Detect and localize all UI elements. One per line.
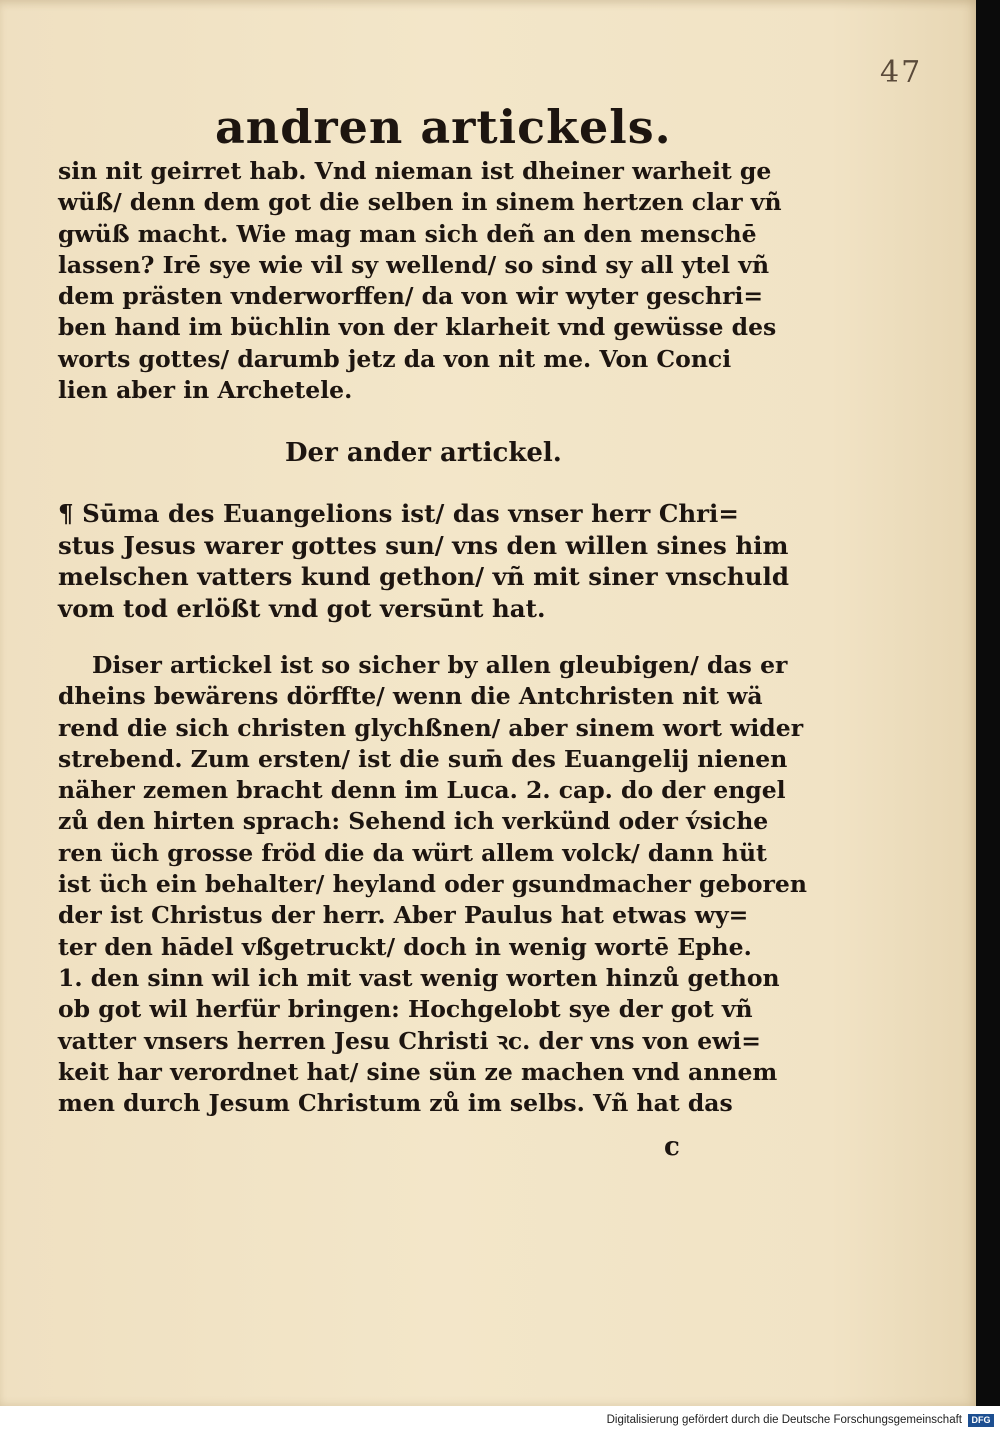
- text-line: lien aber in Archetele.: [58, 376, 353, 405]
- text-line: worts gottes/ darumb jetz da von nit me. Von Conci: [58, 344, 732, 373]
- text-line: sin nit geirret hab. Vnd nieman ist dheiner warheit ge: [58, 157, 772, 185]
- text-line: wüß/ denn dem got die selben in sinem hertzen clar vñ: [58, 188, 782, 217]
- text-line: stus Jesus warer gottes sun/ vns den willen sines him: [58, 530, 789, 560]
- paragraph-mark-icon: ¶: [58, 499, 74, 528]
- text-line: vatter vnsers herren Jesu Christi ꝛc. der vns von ewi=: [58, 1026, 762, 1055]
- text-line: men durch Jesum Christum zů im selbs. Vñ hat das: [58, 1089, 733, 1118]
- dfg-logo-icon: DFG: [968, 1414, 994, 1427]
- running-head: andren artickels.: [215, 100, 672, 154]
- text-block-continuation: [58, 156, 782, 406]
- footer-bar: [0, 1406, 1000, 1434]
- text-line: rend die sich christen glychßnen/ aber sinem wort wider: [58, 713, 804, 742]
- signature-mark: c: [664, 1132, 680, 1162]
- text-block-commentary: [58, 650, 807, 1119]
- text-line-first: [58, 498, 739, 530]
- text-line: ben hand im büchlin von der klarheit vnd gewüsse des: [58, 313, 777, 342]
- text-line: keit har verordnet hat/ sine sün ze machen vnd annem: [58, 1057, 778, 1086]
- text-line: dheins bewärens dörffte/ wenn die Antchristen nit wä: [58, 682, 763, 711]
- text-line: ter den hādel vßgetruckt/ doch in wenig wortē Ephe.: [58, 932, 752, 961]
- text-line: gwüß macht. Wie mag man sich deñ an den menschē: [58, 219, 757, 248]
- text-line: lassen? Irē sye wie vil sy wellend/ so sind sy all ytel vñ: [58, 250, 770, 279]
- folio-number: 47: [880, 55, 923, 90]
- section-heading: Der ander artickel.: [285, 438, 562, 468]
- text-line: ist üch ein behalter/ heyland oder gsundmacher geboren: [58, 870, 807, 899]
- text-block-summary: [58, 498, 789, 624]
- text-line: strebend. Zum ersten/ ist die sum̄ des Euangelij nienen: [58, 744, 788, 773]
- text-line: vom tod erlößt vnd got versūnt hat.: [58, 593, 546, 623]
- text-line: ren üch grosse fröd die da würt allem volck/ dann hüt: [58, 838, 767, 867]
- funding-credit: Digitalisierung gefördert durch die Deutsche Forschungsgemeinschaft: [606, 1414, 962, 1426]
- text-line: näher zemen bracht denn im Luca. 2. cap. do der engel: [58, 776, 786, 805]
- text-line: der ist Christus der herr. Aber Paulus hat etwas wy=: [58, 901, 749, 930]
- text-line: Diser artickel ist so sicher by allen gleubigen/ das er: [92, 651, 788, 679]
- text-line: dem prästen vnderworffen/ da von wir wyter geschri=: [58, 282, 764, 311]
- text-line: ob got wil herfür bringen: Hochgelobt sye der got vñ: [58, 995, 753, 1024]
- text-line: zů den hirten sprach: Sehend ich verkünd oder v́siche: [58, 807, 769, 836]
- page-edge-shadow: [976, 0, 1000, 1406]
- text-line-content: Sūma des Euangelions ist/ das vnser herr Chri=: [82, 499, 739, 528]
- text-line: 1. den sinn wil ich mit vast wenig worten hinzů gethon: [58, 963, 780, 992]
- text-line: melschen vatters kund gethon/ vñ mit siner vnschuld: [58, 562, 789, 591]
